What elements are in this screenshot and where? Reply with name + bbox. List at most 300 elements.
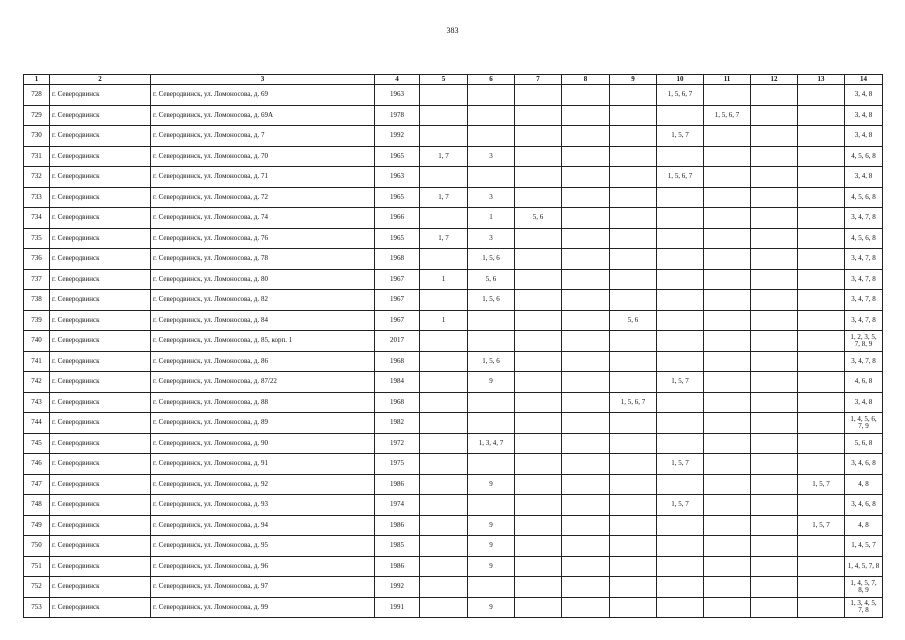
table-cell-col-11 xyxy=(704,474,751,495)
table-cell-col-7 xyxy=(515,167,562,188)
table-cell-col-14: 4, 5, 6, 8 xyxy=(845,146,883,167)
table-cell-col-7: 5, 6 xyxy=(515,208,562,229)
table-cell-col-7 xyxy=(515,454,562,475)
table-cell-col-7 xyxy=(515,474,562,495)
table-cell-col-11 xyxy=(704,167,751,188)
table-row xyxy=(24,228,883,249)
table-cell-col-4: 1982 xyxy=(375,413,420,434)
table-cell-col-5 xyxy=(420,249,468,270)
table-cell-col-5 xyxy=(420,536,468,557)
table-row xyxy=(24,413,883,434)
table-cell-col-3: г. Северодвинск, ул. Ломоносова, д. 72 xyxy=(151,187,375,208)
table-cell-col-8 xyxy=(562,126,610,147)
table-cell-col-5 xyxy=(420,556,468,577)
table-cell-col-14: 3, 4, 7, 8 xyxy=(845,351,883,372)
table-cell-col-3: г. Северодвинск, ул. Ломоносова, д. 87/22 xyxy=(151,372,375,393)
table-row xyxy=(24,126,883,147)
table-cell-col-3: г. Северодвинск, ул. Ломоносова, д. 7 xyxy=(151,126,375,147)
table-cell-col-9 xyxy=(610,433,657,454)
column-header-4: 4 xyxy=(375,75,420,85)
table-cell-col-13 xyxy=(798,392,845,413)
table-cell-col-4: 1965 xyxy=(375,228,420,249)
table-cell-col-5 xyxy=(420,290,468,311)
table-cell-col-13 xyxy=(798,290,845,311)
table-cell-col-10: 1, 5, 7 xyxy=(657,454,704,475)
table-cell-col-2: г. Северодвинск xyxy=(50,208,151,229)
table-cell-col-2: г. Северодвинск xyxy=(50,249,151,270)
table-cell-col-11 xyxy=(704,249,751,270)
table-cell-col-13 xyxy=(798,454,845,475)
table-row xyxy=(24,536,883,557)
table-cell-col-12 xyxy=(751,515,798,536)
table-cell-col-11 xyxy=(704,208,751,229)
table-cell-col-4: 1975 xyxy=(375,454,420,475)
table-cell-col-6: 3 xyxy=(468,187,515,208)
table-cell-col-11 xyxy=(704,536,751,557)
table-cell-col-13 xyxy=(798,577,845,598)
table-cell-col-7 xyxy=(515,331,562,352)
table-cell-col-11 xyxy=(704,146,751,167)
table-cell-col-6 xyxy=(468,495,515,516)
table-cell-col-12 xyxy=(751,310,798,331)
table-cell-col-11 xyxy=(704,433,751,454)
table-cell-col-10 xyxy=(657,228,704,249)
table-cell-col-12 xyxy=(751,536,798,557)
table-cell-col-7 xyxy=(515,105,562,126)
table-cell-col-7 xyxy=(515,228,562,249)
table-cell-col-6: 1, 5, 6 xyxy=(468,351,515,372)
table-cell-col-2: г. Северодвинск xyxy=(50,454,151,475)
table-row xyxy=(24,474,883,495)
table-cell-col-11 xyxy=(704,351,751,372)
table-cell-col-9 xyxy=(610,228,657,249)
table-cell-col-12 xyxy=(751,249,798,270)
table-cell-col-8 xyxy=(562,269,610,290)
table-cell-col-7 xyxy=(515,249,562,270)
table-cell-col-7 xyxy=(515,372,562,393)
table-cell-col-7 xyxy=(515,433,562,454)
table-cell-col-5 xyxy=(420,597,468,618)
table-cell-col-12 xyxy=(751,187,798,208)
table-cell-col-1: 731 xyxy=(24,146,50,167)
table-cell-col-9 xyxy=(610,167,657,188)
table-cell-col-5 xyxy=(420,474,468,495)
table-cell-col-2: г. Северодвинск xyxy=(50,577,151,598)
table-cell-col-3: г. Северодвинск, ул. Ломоносова, д. 93 xyxy=(151,495,375,516)
table-cell-col-6: 1, 5, 6 xyxy=(468,290,515,311)
table-cell-col-6 xyxy=(468,331,515,352)
table-cell-col-3: г. Северодвинск, ул. Ломоносова, д. 70 xyxy=(151,146,375,167)
table-cell-col-2: г. Северодвинск xyxy=(50,515,151,536)
table-cell-col-2: г. Северодвинск xyxy=(50,556,151,577)
table-cell-col-12 xyxy=(751,290,798,311)
table-cell-col-11 xyxy=(704,372,751,393)
header-row xyxy=(24,75,883,85)
table-cell-col-10 xyxy=(657,433,704,454)
table-cell-col-2: г. Северодвинск xyxy=(50,290,151,311)
table-cell-col-1: 743 xyxy=(24,392,50,413)
table-cell-col-2: г. Северодвинск xyxy=(50,228,151,249)
table-cell-col-14: 1, 2, 3, 5, 7, 8, 9 xyxy=(845,331,883,352)
table-cell-col-4: 1978 xyxy=(375,105,420,126)
table-cell-col-4: 1985 xyxy=(375,536,420,557)
table-cell-col-13 xyxy=(798,269,845,290)
table-row xyxy=(24,310,883,331)
table-cell-col-6: 9 xyxy=(468,556,515,577)
column-header-8: 8 xyxy=(562,75,610,85)
table-cell-col-4: 1963 xyxy=(375,85,420,106)
table-cell-col-4: 1967 xyxy=(375,269,420,290)
table-cell-col-5 xyxy=(420,208,468,229)
table-cell-col-12 xyxy=(751,556,798,577)
table-cell-col-7 xyxy=(515,515,562,536)
table-cell-col-8 xyxy=(562,495,610,516)
table-cell-col-14: 5, 6, 8 xyxy=(845,433,883,454)
table-cell-col-7 xyxy=(515,187,562,208)
table-cell-col-11: 1, 5, 6, 7 xyxy=(704,105,751,126)
table-cell-col-11 xyxy=(704,310,751,331)
table-cell-col-6 xyxy=(468,413,515,434)
table-cell-col-7 xyxy=(515,536,562,557)
table-cell-col-2: г. Северодвинск xyxy=(50,146,151,167)
table-cell-col-1: 737 xyxy=(24,269,50,290)
column-header-7: 7 xyxy=(515,75,562,85)
table-cell-col-8 xyxy=(562,372,610,393)
table-cell-col-14: 4, 5, 6, 8 xyxy=(845,187,883,208)
table-cell-col-1: 742 xyxy=(24,372,50,393)
table-cell-col-13: 1, 5, 7 xyxy=(798,515,845,536)
table-cell-col-8 xyxy=(562,187,610,208)
table-cell-col-10 xyxy=(657,105,704,126)
table-cell-col-1: 740 xyxy=(24,331,50,352)
table-cell-col-4: 1963 xyxy=(375,167,420,188)
table-cell-col-8 xyxy=(562,392,610,413)
table-cell-col-12 xyxy=(751,331,798,352)
table-row xyxy=(24,495,883,516)
table-cell-col-9 xyxy=(610,269,657,290)
table-cell-col-7 xyxy=(515,310,562,331)
column-header-1: 1 xyxy=(24,75,50,85)
table-cell-col-10 xyxy=(657,269,704,290)
table-cell-col-14: 3, 4, 8 xyxy=(845,126,883,147)
table-cell-col-13: 1, 5, 7 xyxy=(798,474,845,495)
table-cell-col-9 xyxy=(610,249,657,270)
table-cell-col-9 xyxy=(610,474,657,495)
table-cell-col-12 xyxy=(751,269,798,290)
table-cell-col-1: 728 xyxy=(24,85,50,106)
table-cell-col-10: 1, 5, 6, 7 xyxy=(657,167,704,188)
table-cell-col-2: г. Северодвинск xyxy=(50,495,151,516)
table-row xyxy=(24,187,883,208)
column-header-2: 2 xyxy=(50,75,151,85)
table-cell-col-12 xyxy=(751,167,798,188)
table-cell-col-6: 3 xyxy=(468,146,515,167)
table-cell-col-4: 1986 xyxy=(375,556,420,577)
table-cell-col-4: 1986 xyxy=(375,515,420,536)
table-cell-col-12 xyxy=(751,392,798,413)
table-row xyxy=(24,351,883,372)
table-cell-col-10 xyxy=(657,351,704,372)
table-cell-col-8 xyxy=(562,577,610,598)
table-cell-col-6 xyxy=(468,310,515,331)
table-cell-col-8 xyxy=(562,536,610,557)
table-cell-col-10 xyxy=(657,597,704,618)
table-cell-col-14: 4, 8 xyxy=(845,474,883,495)
table-cell-col-4: 1986 xyxy=(375,474,420,495)
table-cell-col-13 xyxy=(798,597,845,618)
table-cell-col-5 xyxy=(420,351,468,372)
table-cell-col-14: 1, 4, 5, 7 xyxy=(845,536,883,557)
table-cell-col-12 xyxy=(751,454,798,475)
table-cell-col-4: 1968 xyxy=(375,249,420,270)
table-cell-col-8 xyxy=(562,515,610,536)
table-cell-col-3: г. Северодвинск, ул. Ломоносова, д. 71 xyxy=(151,167,375,188)
table-cell-col-2: г. Северодвинск xyxy=(50,167,151,188)
table-cell-col-3: г. Северодвинск, ул. Ломоносова, д. 95 xyxy=(151,536,375,557)
table-cell-col-11 xyxy=(704,556,751,577)
table-cell-col-4: 1991 xyxy=(375,597,420,618)
table-cell-col-5: 1, 7 xyxy=(420,228,468,249)
table-row xyxy=(24,515,883,536)
table-cell-col-7 xyxy=(515,269,562,290)
column-header-9: 9 xyxy=(610,75,657,85)
table-cell-col-3: г. Северодвинск, ул. Ломоносова, д. 91 xyxy=(151,454,375,475)
table-cell-col-4: 1967 xyxy=(375,290,420,311)
table-cell-col-11 xyxy=(704,228,751,249)
table-cell-col-10 xyxy=(657,556,704,577)
table-cell-col-13 xyxy=(798,351,845,372)
table-cell-col-14: 1, 4, 5, 6, 7, 9 xyxy=(845,413,883,434)
table-cell-col-6 xyxy=(468,577,515,598)
table-cell-col-3: г. Северодвинск, ул. Ломоносова, д. 80 xyxy=(151,269,375,290)
table-cell-col-13 xyxy=(798,228,845,249)
table-cell-col-13 xyxy=(798,105,845,126)
table-cell-col-2: г. Северодвинск xyxy=(50,433,151,454)
table-cell-col-10 xyxy=(657,208,704,229)
table-cell-col-2: г. Северодвинск xyxy=(50,126,151,147)
table-cell-col-13 xyxy=(798,167,845,188)
table-cell-col-8 xyxy=(562,433,610,454)
table-cell-col-3: г. Северодвинск, ул. Ломоносова, д. 74 xyxy=(151,208,375,229)
table-cell-col-9: 1, 5, 6, 7 xyxy=(610,392,657,413)
table-cell-col-13 xyxy=(798,495,845,516)
column-header-3: 3 xyxy=(151,75,375,85)
table-cell-col-7 xyxy=(515,413,562,434)
table-cell-col-10 xyxy=(657,392,704,413)
table-cell-col-3: г. Северодвинск, ул. Ломоносова, д. 88 xyxy=(151,392,375,413)
table-cell-col-11 xyxy=(704,187,751,208)
table-cell-col-6 xyxy=(468,126,515,147)
table-cell-col-12 xyxy=(751,85,798,106)
table-cell-col-1: 741 xyxy=(24,351,50,372)
table-cell-col-1: 751 xyxy=(24,556,50,577)
table-cell-col-8 xyxy=(562,556,610,577)
table-row xyxy=(24,249,883,270)
table-cell-col-5 xyxy=(420,413,468,434)
table-cell-col-5 xyxy=(420,577,468,598)
table-cell-col-12 xyxy=(751,433,798,454)
column-header-5: 5 xyxy=(420,75,468,85)
table-cell-col-9 xyxy=(610,351,657,372)
table-cell-col-2: г. Северодвинск xyxy=(50,331,151,352)
table-cell-col-4: 2017 xyxy=(375,331,420,352)
table-cell-col-8 xyxy=(562,454,610,475)
table-cell-col-1: 744 xyxy=(24,413,50,434)
table-cell-col-11 xyxy=(704,126,751,147)
table-cell-col-1: 739 xyxy=(24,310,50,331)
table-cell-col-5 xyxy=(420,495,468,516)
table-cell-col-3: г. Северодвинск, ул. Ломоносова, д. 96 xyxy=(151,556,375,577)
table-cell-col-13 xyxy=(798,372,845,393)
table-cell-col-3: г. Северодвинск, ул. Ломоносова, д. 78 xyxy=(151,249,375,270)
table-cell-col-8 xyxy=(562,597,610,618)
table-cell-col-13 xyxy=(798,126,845,147)
table-cell-col-4: 1992 xyxy=(375,577,420,598)
table-cell-col-10 xyxy=(657,413,704,434)
table-cell-col-14: 3, 4, 8 xyxy=(845,105,883,126)
table-row xyxy=(24,146,883,167)
table-cell-col-10 xyxy=(657,310,704,331)
table-cell-col-1: 746 xyxy=(24,454,50,475)
table-cell-col-10 xyxy=(657,474,704,495)
table-cell-col-8 xyxy=(562,290,610,311)
column-header-12: 12 xyxy=(751,75,798,85)
table-row xyxy=(24,331,883,352)
table-cell-col-1: 738 xyxy=(24,290,50,311)
table-row xyxy=(24,105,883,126)
table-cell-col-12 xyxy=(751,372,798,393)
table-cell-col-14: 3, 4, 8 xyxy=(845,85,883,106)
table-cell-col-10 xyxy=(657,577,704,598)
table-cell-col-12 xyxy=(751,495,798,516)
table-cell-col-10 xyxy=(657,187,704,208)
table-cell-col-6: 9 xyxy=(468,372,515,393)
table-cell-col-1: 736 xyxy=(24,249,50,270)
table-cell-col-8 xyxy=(562,413,610,434)
column-header-13: 13 xyxy=(798,75,845,85)
table-cell-col-11 xyxy=(704,597,751,618)
table-cell-col-9 xyxy=(610,597,657,618)
table-cell-col-2: г. Северодвинск xyxy=(50,536,151,557)
table-cell-col-13 xyxy=(798,208,845,229)
table-cell-col-11 xyxy=(704,577,751,598)
table-cell-col-7 xyxy=(515,577,562,598)
table-cell-col-7 xyxy=(515,85,562,106)
table-cell-col-9 xyxy=(610,372,657,393)
table-cell-col-12 xyxy=(751,474,798,495)
table-cell-col-3: г. Северодвинск, ул. Ломоносова, д. 69 xyxy=(151,85,375,106)
table-cell-col-6 xyxy=(468,454,515,475)
table-cell-col-5: 1 xyxy=(420,310,468,331)
table-cell-col-3: г. Северодвинск, ул. Ломоносова, д. 99 xyxy=(151,597,375,618)
table-cell-col-13 xyxy=(798,413,845,434)
table-cell-col-8 xyxy=(562,351,610,372)
table-row xyxy=(24,85,883,106)
table-cell-col-8 xyxy=(562,331,610,352)
table-cell-col-13 xyxy=(798,433,845,454)
table-cell-col-7 xyxy=(515,556,562,577)
table-cell-col-9 xyxy=(610,208,657,229)
page-number: 383 xyxy=(446,26,459,35)
table-cell-col-7 xyxy=(515,290,562,311)
table-row xyxy=(24,556,883,577)
table-cell-col-6: 9 xyxy=(468,536,515,557)
table-cell-col-7 xyxy=(515,597,562,618)
table-cell-col-7 xyxy=(515,126,562,147)
table-cell-col-10 xyxy=(657,249,704,270)
table-cell-col-12 xyxy=(751,351,798,372)
table-cell-col-3: г. Северодвинск, ул. Ломоносова, д. 90 xyxy=(151,433,375,454)
table-cell-col-3: г. Северодвинск, ул. Ломоносова, д. 97 xyxy=(151,577,375,598)
table-cell-col-14: 1, 4, 5, 7, 8 xyxy=(845,556,883,577)
table-cell-col-11 xyxy=(704,515,751,536)
table-cell-col-6: 9 xyxy=(468,597,515,618)
table-cell-col-4: 1965 xyxy=(375,146,420,167)
table-cell-col-6 xyxy=(468,85,515,106)
table-cell-col-8 xyxy=(562,228,610,249)
table-cell-col-12 xyxy=(751,146,798,167)
table-cell-col-4: 1967 xyxy=(375,310,420,331)
table-cell-col-9 xyxy=(610,85,657,106)
table-cell-col-10 xyxy=(657,536,704,557)
table-cell-col-14: 4, 6, 8 xyxy=(845,372,883,393)
table-cell-col-13 xyxy=(798,146,845,167)
table-cell-col-5 xyxy=(420,331,468,352)
table-cell-col-9 xyxy=(610,536,657,557)
table-cell-col-12 xyxy=(751,228,798,249)
table-cell-col-9 xyxy=(610,495,657,516)
table-cell-col-10: 1, 5, 6, 7 xyxy=(657,85,704,106)
table-cell-col-2: г. Северодвинск xyxy=(50,269,151,290)
table-row xyxy=(24,372,883,393)
table-cell-col-4: 1972 xyxy=(375,433,420,454)
table-cell-col-8 xyxy=(562,85,610,106)
table-cell-col-1: 733 xyxy=(24,187,50,208)
table-cell-col-4: 1992 xyxy=(375,126,420,147)
table-cell-col-5: 1, 7 xyxy=(420,146,468,167)
table-cell-col-7 xyxy=(515,351,562,372)
table-cell-col-9 xyxy=(610,577,657,598)
table-cell-col-9 xyxy=(610,126,657,147)
table-cell-col-5 xyxy=(420,167,468,188)
column-header-11: 11 xyxy=(704,75,751,85)
table-cell-col-2: г. Северодвинск xyxy=(50,392,151,413)
table-cell-col-1: 747 xyxy=(24,474,50,495)
table-cell-col-10: 1, 5, 7 xyxy=(657,126,704,147)
table-cell-col-6: 1 xyxy=(468,208,515,229)
table-row xyxy=(24,208,883,229)
table-cell-col-11 xyxy=(704,392,751,413)
table-cell-col-5 xyxy=(420,85,468,106)
table-cell-col-2: г. Северодвинск xyxy=(50,310,151,331)
table-cell-col-6 xyxy=(468,105,515,126)
table-cell-col-3: г. Северодвинск, ул. Ломоносова, д. 94 xyxy=(151,515,375,536)
table-row xyxy=(24,454,883,475)
table-cell-col-5 xyxy=(420,454,468,475)
table-cell-col-10 xyxy=(657,290,704,311)
table-cell-col-4: 1966 xyxy=(375,208,420,229)
table-cell-col-1: 734 xyxy=(24,208,50,229)
table-cell-col-3: г. Северодвинск, ул. Ломоносова, д. 84 xyxy=(151,310,375,331)
table-cell-col-8 xyxy=(562,146,610,167)
table-cell-col-1: 748 xyxy=(24,495,50,516)
table-cell-col-5 xyxy=(420,372,468,393)
table-cell-col-3: г. Северодвинск, ул. Ломоносова, д. 85, корп. 1 xyxy=(151,331,375,352)
column-header-14: 14 xyxy=(845,75,883,85)
table-cell-col-14: 3, 4, 6, 8 xyxy=(845,454,883,475)
table-cell-col-1: 749 xyxy=(24,515,50,536)
table-cell-col-13 xyxy=(798,556,845,577)
